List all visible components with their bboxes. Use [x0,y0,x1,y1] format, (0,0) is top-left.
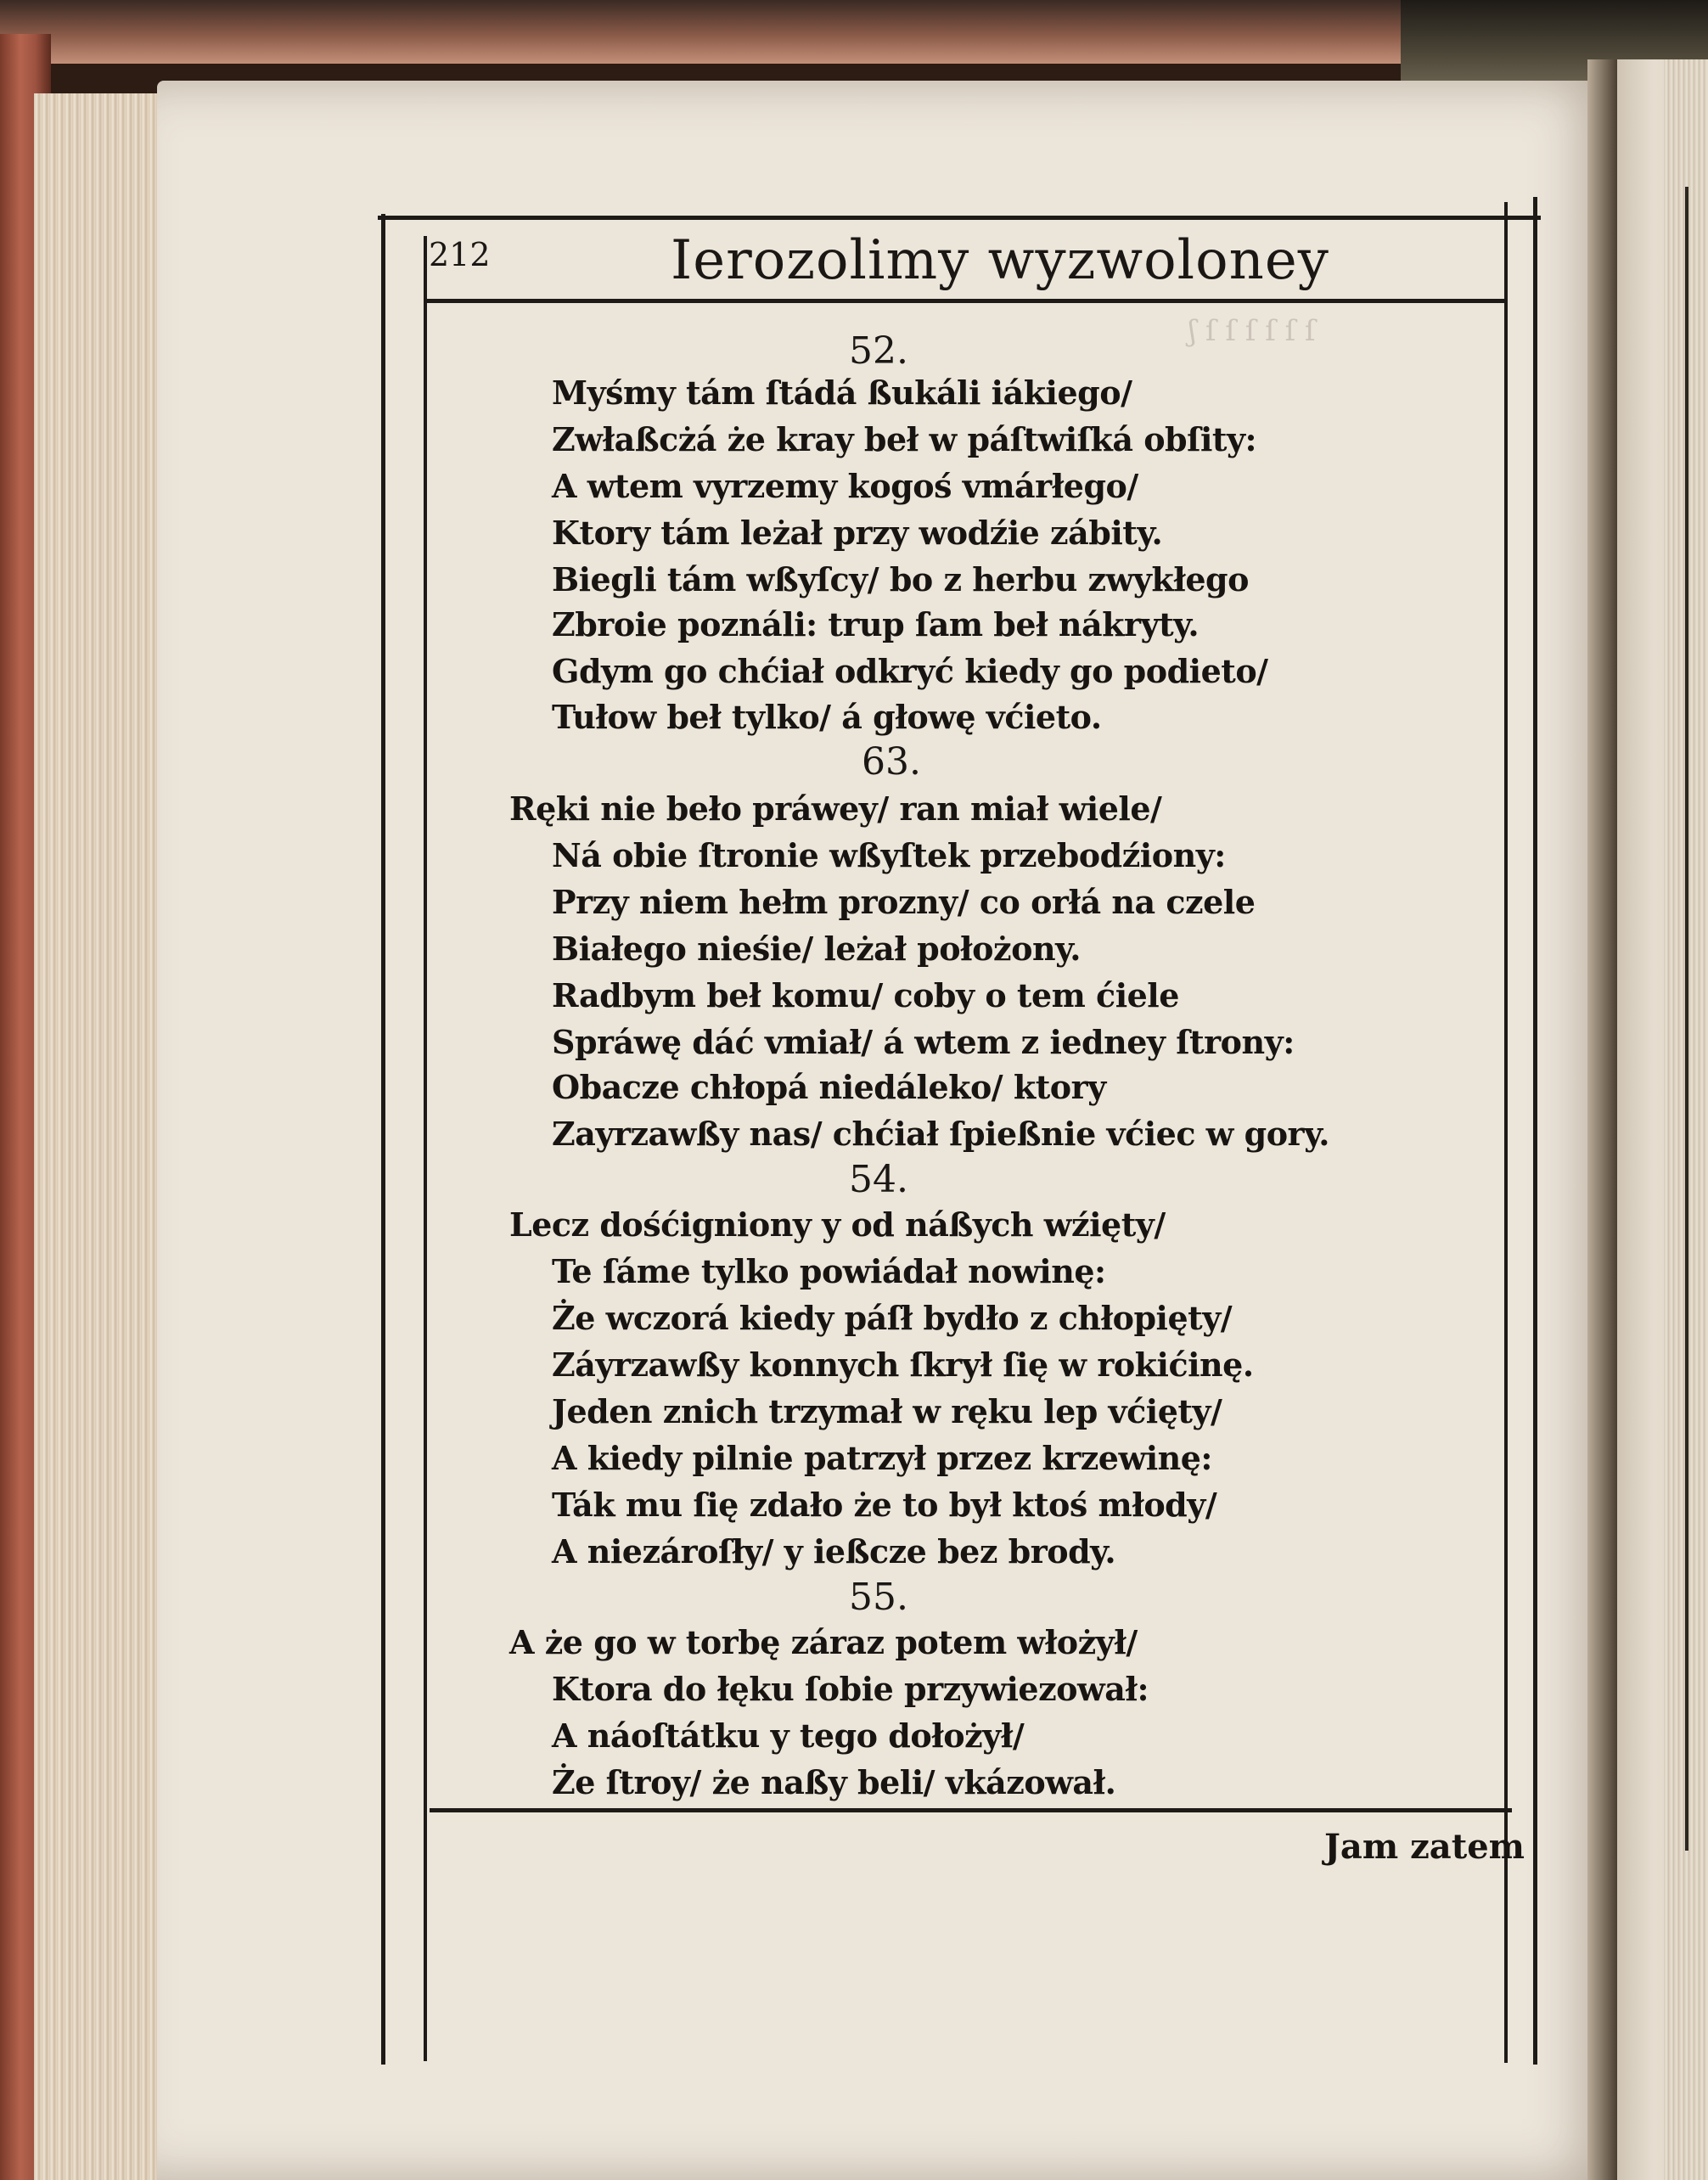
verse-line: A kiedy pilnie patrzył przez krzewinę: [552,1439,1212,1477]
verse-line: Zbroie poználi: trup ſam beł nákryty. [552,605,1200,643]
facing-page-frame-rule [1685,187,1688,1851]
verse-line: Spráwę dáć vmiał/ á wtem z iedney ſtrony: [552,1023,1295,1061]
verse-line: A wtem vyrzemy kogoś vmárłego/ [552,467,1138,505]
page-edges-left [34,93,170,2180]
frame-rule-left-outer [381,214,385,2065]
frame-rule-top [378,216,1541,220]
running-head: Ierozolimy wyzwoloney [671,229,1329,292]
verse-line: Gdym go chćiał odkryć kiedy go podieto/ [552,652,1268,690]
stanza-number: 55. [849,1576,908,1619]
stanza-number: 52. [849,329,908,373]
verse-line: Ktory tám leżał przy wodźie zábity. [552,514,1163,552]
verse-line: Záyrzawßy konnych ſkrył ſię w rokićinę. [552,1346,1254,1384]
frame-rule-right-inner [1504,202,1508,2063]
catchword: Jam zatem [1324,1827,1525,1867]
frame-rule-left-inner [424,236,427,2061]
verse-line: Tułow beł tylko/ á głowę vćieto. [552,698,1102,736]
verse-line: Lecz dośćigniony y od náßych wźięty/ [509,1205,1166,1244]
verse-line: Zwłaßcżá że kray beł w páſtwiſká obſity: [552,420,1257,458]
verse-line: A że go w torbę záraz potem włożył/ [509,1623,1138,1661]
verse-line: Biegli tám wßyſcy/ bo z herbu zwykłego [552,560,1249,598]
verse-line: Obacze chłopá niedáleko/ ktory [552,1068,1106,1106]
page-number: 212 [429,236,491,273]
show-through-text: ʃ ſ ſ ſ ſ ſ ſ [1188,314,1316,348]
stanza-number: 54. [849,1158,908,1201]
verse-line: Ták mu ſię zdało że to był ktoś młody/ [552,1486,1217,1524]
verse-line: Że wczorá kiedy páſł bydło z chłopięty/ [552,1299,1233,1337]
stanza-number: 63. [862,740,921,784]
footer-rule [430,1808,1512,1812]
verse-line: Przy niem hełm prozny/ co orłá na czele [552,883,1256,921]
verse-line: A niezároſły/ y ießcze bez brody. [552,1532,1116,1570]
verse-line: Ktora do łęku ſobie przywiezował: [552,1670,1149,1708]
verse-line: Myśmy tám ſtádá ßukáli iákiego/ [552,374,1132,412]
verse-line: Ná obie ſtronie wßyſtek przebodźiony: [552,836,1226,874]
verse-line: Ręki nie beło práwey/ ran miał wiele/ [509,789,1162,828]
header-rule [424,299,1507,303]
frame-rule-right-outer [1533,197,1537,2065]
verse-line: Zayrzawßy nas/ chćiał ſpießnie vćiec w gory. [552,1115,1330,1153]
verse-line: Radbym beł komu/ coby o tem ćiele [552,976,1179,1014]
verse-line: A náoſtátku y tego dołożył/ [552,1716,1025,1755]
book-cover-top-edge [0,0,1494,64]
verse-line: Białego nieśie/ leżał położony. [552,930,1082,968]
verse-line: Jeden znich trzymał w ręku lep vćięty/ [552,1392,1222,1430]
verse-line: Te ſáme tylko powiádał nowinę: [552,1252,1106,1290]
verse-line: Że ſtroy/ że naßy beli/ vkázował. [552,1763,1116,1801]
